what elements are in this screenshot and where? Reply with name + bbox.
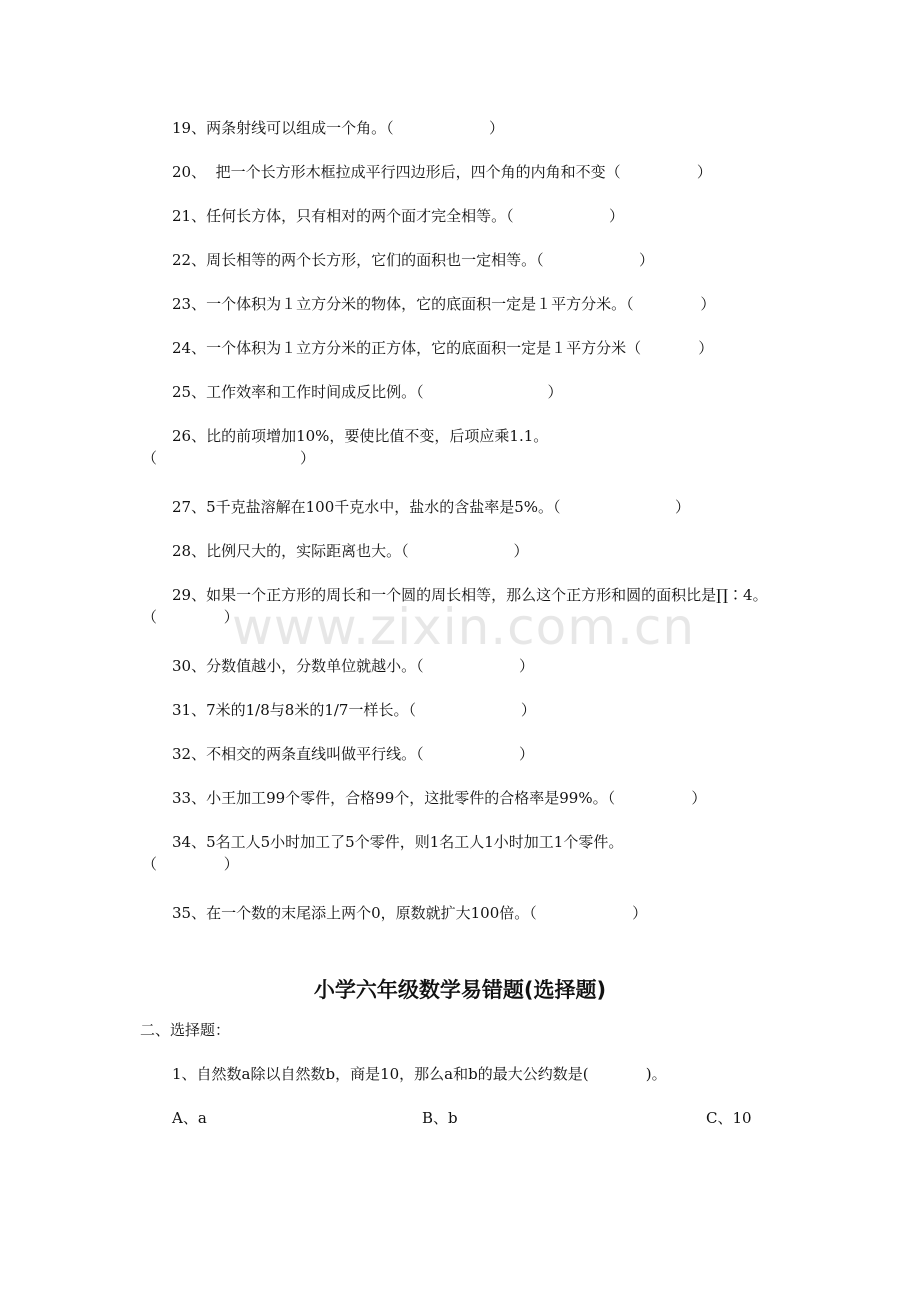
question-q24: 24、一个体积为１立方分米的正方体，它的底面积一定是１平方分米（ ） [172, 339, 714, 357]
question-q32: 32、不相交的两条直线叫做平行线。（ ） [172, 745, 534, 763]
question-q34: 34、5名工人5小时加工了5个零件，则1名工人1小时加工1个零件。 [172, 833, 624, 851]
question-q33: 33、小王加工99个零件，合格99个，这批零件的合格率是99%。（ ） [172, 789, 707, 807]
question-q26: 26、比的前项增加10%，要使比值不变，后项应乘1.1。 [172, 427, 549, 445]
answer-blank-q29: （ ） [142, 608, 239, 626]
section-label: 二、选择题： [140, 1021, 231, 1039]
question-q28: 28、比例尺大的，实际距离也大。（ ） [172, 542, 529, 560]
question-q20: 20、 把一个长方形木框拉成平行四边形后，四个角的内角和不变（ ） [172, 163, 712, 181]
question-q25: 25、工作效率和工作时间成反比例。（ ） [172, 383, 563, 401]
option-a: A、a [172, 1109, 207, 1127]
question-q23: 23、一个体积为１立方分米的物体，它的底面积一定是１平方分米。（ ） [172, 295, 716, 313]
question-q31: 31、7米的1/8与8米的1/7一样长。（ ） [172, 701, 536, 719]
question-q19: 19、两条射线可以组成一个角。（ ） [172, 119, 504, 137]
question-q27: 27、5千克盐溶解在100千克水中，盐水的含盐率是5%。（ ） [172, 498, 690, 516]
answer-blank-q26: （ ） [142, 449, 316, 467]
question-q29: 29、如果一个正方形的周长和一个圆的周长相等，那么这个正方形和圆的面积比是∏∶4。 [172, 586, 768, 604]
option-b: B、b [422, 1109, 458, 1127]
option-c: C、10 [706, 1109, 752, 1127]
watermark: www.zixin.com.cn [232, 598, 696, 656]
answer-blank-q34: （ ） [142, 855, 239, 873]
question-q35: 35、在一个数的末尾添上两个0，原数就扩大100倍。（ ） [172, 904, 648, 922]
question-q21: 21、任何长方体，只有相对的两个面才完全相等。（ ） [172, 207, 624, 225]
question-q30: 30、分数值越小，分数单位就越小。（ ） [172, 657, 534, 675]
choice-question-1: 1、自然数a除以自然数b，商是10，那么a和b的最大公约数是( )。 [172, 1065, 667, 1083]
page-title: 小学六年级数学易错题(选择题) [313, 978, 607, 1002]
question-q22: 22、周长相等的两个长方形，它们的面积也一定相等。（ ） [172, 251, 654, 269]
